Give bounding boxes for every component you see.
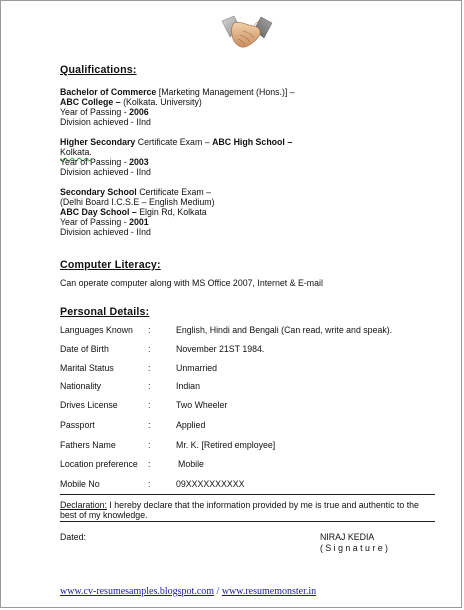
detail-label: Date of Birth (60, 344, 109, 354)
detail-value: Two Wheeler (176, 400, 228, 410)
detail-value: Applied (176, 420, 206, 430)
detail-colon: : (148, 325, 151, 335)
detail-label: Languages Known (60, 325, 133, 335)
degree-detail: [Marketing Management (Hons.)] – (156, 87, 295, 97)
detail-label: Mobile No (60, 479, 100, 489)
exam-name: Secondary School (60, 187, 137, 197)
detail-colon: : (148, 344, 151, 354)
college-university: (Kolkata. University) (120, 97, 202, 107)
year-value: 2001 (129, 217, 149, 227)
detail-label: Passport (60, 420, 95, 430)
school-name: ABC High School – (212, 137, 293, 147)
qualifications-heading: Qualifications: (60, 64, 137, 76)
detail-colon: : (148, 459, 151, 469)
year-label: Year of Passing - (60, 217, 130, 227)
detail-colon: : (148, 381, 151, 391)
exam-detail: Certificate Exam – (136, 187, 212, 197)
detail-colon: : (148, 363, 151, 373)
declaration-label: Declaration: (60, 500, 107, 510)
school-city: Kolkata. (60, 147, 92, 157)
computer-literacy-heading: Computer Literacy: (60, 259, 161, 271)
detail-value: Unmarried (176, 363, 218, 373)
detail-colon: : (148, 400, 151, 410)
detail-label: Marital Status (60, 363, 114, 373)
qualification-ss (60, 187, 215, 237)
detail-label: Location preference (60, 459, 138, 469)
signature-caption: ( S i g n a t u r e ) (320, 543, 388, 553)
school-name: ABC Day School – (60, 207, 137, 217)
dated-label: Dated: (60, 532, 86, 542)
qualification-hs (60, 137, 292, 177)
college-name: ABC College – (60, 97, 121, 107)
detail-label: Nationality (60, 381, 102, 391)
school-address: Elgin Rd, Kolkata (136, 207, 207, 217)
footer-separator: / (214, 586, 222, 597)
divider-bottom (60, 521, 435, 522)
computer-literacy-text: Can operate computer along with MS Office 2007, Internet & E-mail (60, 278, 323, 288)
signature-name: NIRAJ KEDIA (320, 532, 375, 542)
qualification-bcom (60, 87, 295, 127)
personal-details-heading: Personal Details: (60, 306, 150, 318)
declaration-text (60, 500, 435, 520)
footer-link-resume-monster[interactable]: www.resumemonster.in (221, 586, 317, 597)
declaration-body: I hereby declare that the information provided by me is true and authentic to the best of my knowledge. (60, 500, 419, 520)
division-text: Division achieved - IInd (60, 117, 151, 127)
year-label: Year of Passing - (60, 157, 130, 167)
division-text: Division achieved - IInd (60, 167, 151, 177)
detail-value: Indian (176, 381, 200, 391)
degree-name: Bachelor of Commerce (60, 87, 157, 97)
footer-links (60, 586, 316, 597)
year-value: 2003 (129, 157, 149, 167)
detail-colon: : (148, 479, 151, 489)
detail-value: English, Hindi and Bengali (Can read, write and speak). (176, 325, 393, 335)
exam-detail: Certificate Exam – (135, 137, 213, 147)
detail-colon: : (148, 440, 151, 450)
division-text: Division achieved - IInd (60, 227, 151, 237)
detail-value: Mobile (178, 459, 204, 469)
detail-label: Drives License (60, 400, 118, 410)
detail-label: Fathers Name (60, 440, 116, 450)
detail-colon: : (148, 420, 151, 430)
detail-value: Mr. K. [Retired employee] (176, 440, 276, 450)
handshake-icon (221, 13, 273, 53)
board-text: (Delhi Board I.C.S.E – English Medium) (60, 197, 215, 207)
exam-name: Higher Secondary (60, 137, 136, 147)
divider-top (60, 494, 435, 495)
detail-value: November 21ST 1984. (176, 344, 265, 354)
year-label: Year of Passing - (60, 107, 130, 117)
detail-value: 09XXXXXXXXXX (176, 479, 245, 489)
year-value: 2006 (129, 107, 149, 117)
footer-link-cv-samples[interactable]: www.cv-resumesamples.blogspot.com (60, 586, 215, 597)
